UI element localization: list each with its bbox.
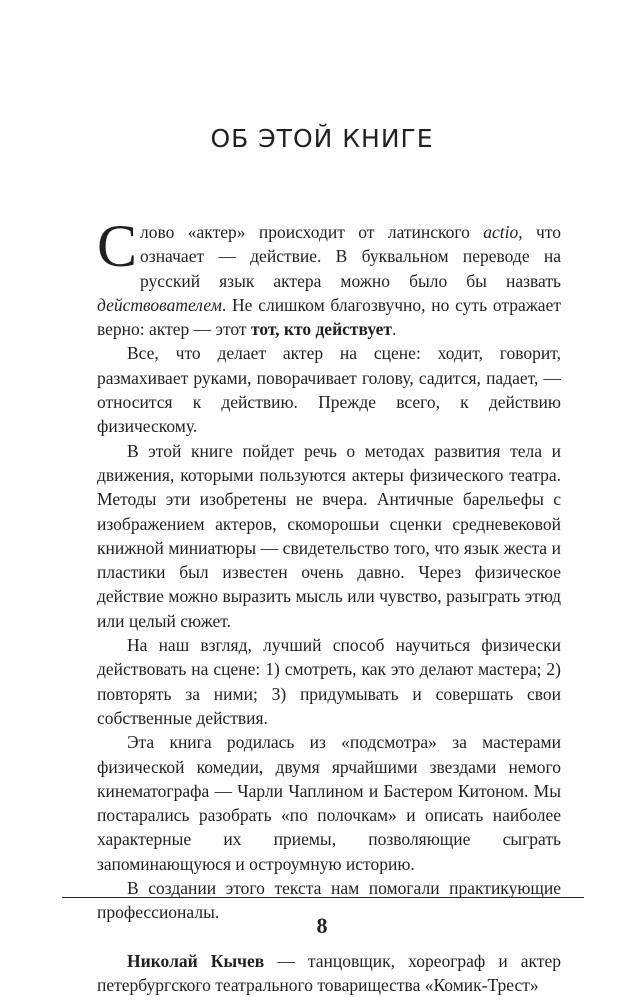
italic-term: actio	[483, 222, 519, 242]
paragraph: В этой книге пойдет речь о методах развития тела и движения, которыми пользуются актеры физического театра. Методы эти изобретены не вчера. Античные барельефы с изображением актеров, скоморошьи сценки средневековой книжной миниатюры — свидетельство того, что язык жеста и пластики был известен очень давно. Через физическое действие можно выразить мысль или чувство, разыграть этюд или целый сюжет.	[97, 440, 561, 631]
contributor-description: — танцовщик, хореограф и актер петербургского театрального товарищества «Комик-Трест»	[97, 950, 561, 995]
text-run: . Не слишком благозвучно, но суть отражает верно: актер — этот	[97, 294, 561, 340]
contributor-paragraph	[97, 949, 561, 998]
text-run: .	[391, 319, 397, 340]
body-text	[97, 213, 562, 997]
text-run: , что означает — действие. В буквальном переводе на русский язык актера можно было бы назвать	[140, 222, 562, 291]
contributor-name: Николай Кычев	[127, 950, 265, 971]
paragraph: На наш взгляд, лучший способ научиться физически действовать на сцене: 1) смотреть, как это делают мастера; 2) повторять за ними; 3) придумывать и совершать свои собственные действия.	[97, 635, 561, 728]
paragraph: Эта книга родилась из «подсмотра» за мастерами физической комедии, двумя ярчайшими звездами немого кинематографа — Чарли Чаплином и Бастером Китоном. Мы постарались разобрать «по полочкам» и описать наиболее характерные их приемы, позволяющие сыграть запоминающуюся и остроумную историю.	[97, 732, 561, 874]
bold-phrase: тот, кто действует	[250, 319, 392, 340]
footer-rule	[62, 897, 584, 898]
text-run: лово «актер» происходит от латинского	[140, 222, 484, 242]
paragraph: Все, что делает актер на сцене: ходит, говорит, размахивает руками, поворачивает голову, садится, падает, — относится к действию. Прежде всего, к действию физическому.	[97, 343, 561, 437]
chapter-title: ОБ ЭТОЙ КНИГЕ	[210, 124, 434, 153]
paragraph: В создании этого текста нам помогали практикующие профессионалы.	[97, 878, 561, 923]
page-number: 8	[316, 913, 328, 938]
paragraph	[97, 213, 562, 341]
drop-cap: С	[97, 213, 138, 279]
italic-term: действователем	[97, 294, 222, 315]
